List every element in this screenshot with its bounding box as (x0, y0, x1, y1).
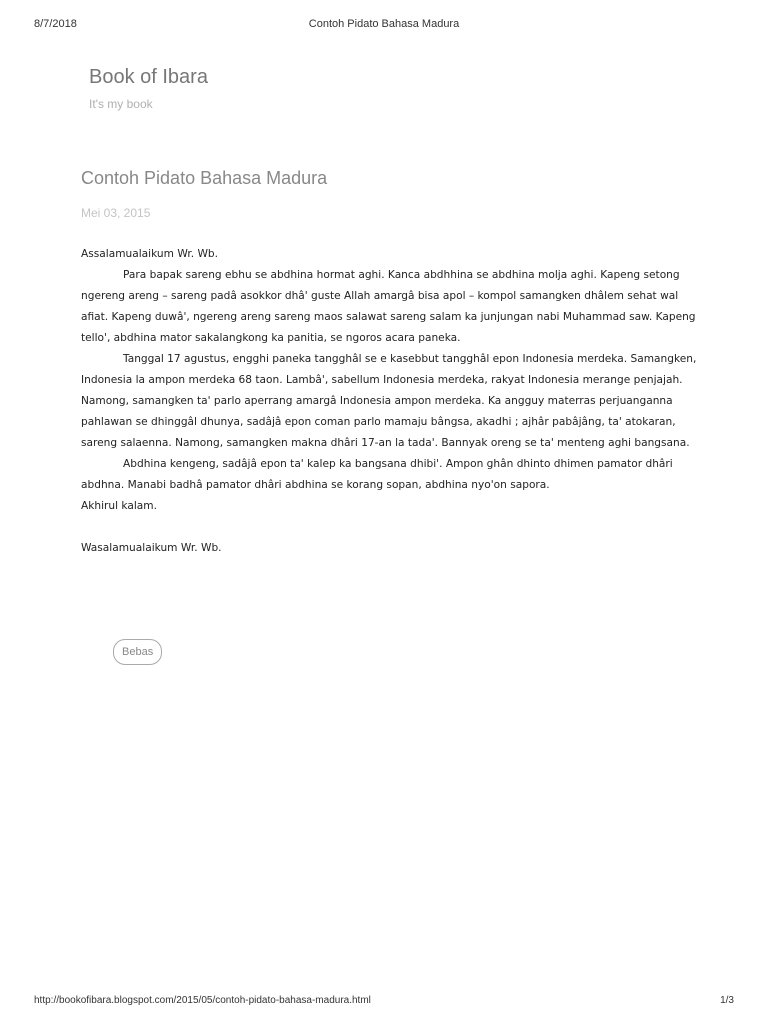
post-date[interactable]: Mei 03, 2015 (81, 206, 151, 220)
print-footer (34, 995, 734, 1009)
print-date: 8/7/2018 (34, 18, 77, 30)
print-page-number: 1/3 (720, 995, 734, 1006)
print-page-url: http://bookofibara.blogspot.com/2015/05/contoh-pidato-bahasa-madura.html (34, 995, 371, 1006)
post-paragraph: Abdhina kengeng, sadâjâ epon ta' kalep ka bangsana dhibi'. Ampon ghân dhinto dhimen pamator dhâri abdhna. Manabi badhâ pamator dhâri abdhina se korang sopan, abdhina nyo'on sapora. (81, 458, 673, 491)
post-title[interactable]: Contoh Pidato Bahasa Madura (81, 168, 328, 188)
print-document-title: Contoh Pidato Bahasa Madura (308, 18, 460, 30)
post-greeting: Assalamualaikum Wr. Wb. (81, 248, 219, 260)
post-paragraph: Para bapak sareng ebhu se abdhina hormat aghi. Kanca abdhhina se abdhina molja aghi. Kapeng setong ngereng areng – sareng padâ asokkor dhâ' guste Allah amargâ bisa apol – kompol samangken dhâlem sehat wal afiat. Kapeng duwâ', ngereng areng sareng maos salawat sareng salam ka junjungan nabi Muhammad saw. Kapeng tello', abdhina mator sakalangkong ka panitia, se ngoros acara paneka. (81, 269, 696, 344)
post-paragraph: Tanggal 17 agustus, engghi paneka tangghâl se e kasebbut tangghâl epon Indonesia merdeka. Samangken, Indonesia la ampon merdeka 68 taon. Lambâ', sabellum Indonesia merdeka, rakyat Indonesia merange penjajah. Namong, samangken ta' parlo aperrang amargâ Indonesia ampon merdeka. Ka angguy materras perjuanganna pahlawan se dhinggâl dhunya, sadâjâ epon coman parlo mamaju bângsa, akadhi ; ajhâr pabâjâng, ta' atokaran, sareng salaenna. Namong, samangken makna dhâri 17-an la tada'. Bannyak oreng se ta' menteng aghi bangsana. (81, 353, 697, 449)
print-header (34, 18, 734, 32)
post-farewell: Wasalamualaikum Wr. Wb. (81, 542, 222, 554)
post-closing-phrase: Akhirul kalam. (81, 500, 157, 512)
blog-title-link[interactable]: Book of Ibara (89, 66, 208, 88)
blog-description: It's my book (89, 97, 153, 111)
post-body (81, 244, 703, 559)
post-label-chip[interactable]: Bebas (113, 639, 162, 665)
